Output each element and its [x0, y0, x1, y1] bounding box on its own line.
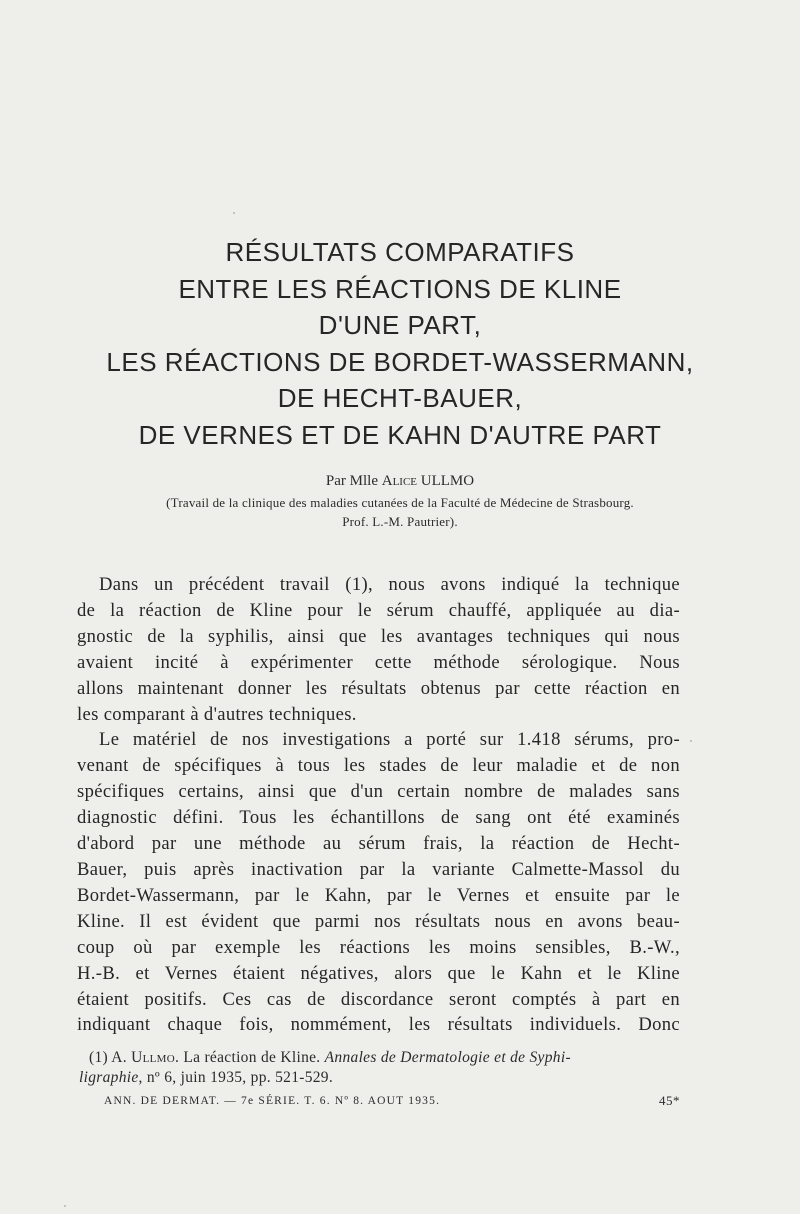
paper-speck — [64, 1205, 66, 1207]
title-line: D'UNE PART, — [318, 310, 482, 341]
body-line: Kline. Il est évident que parmi nos résultats nous en avons beau- — [77, 910, 680, 932]
footnote-journal: Annales de Dermatologie et de Syphi- — [324, 1049, 571, 1066]
author-first-name: Alice — [381, 473, 418, 489]
title-line: DE VERNES ET DE KAHN D'AUTRE PART — [138, 419, 662, 450]
footnote-line-2 — [79, 1068, 679, 1088]
body-line: étaient positifs. Ces cas de discordance seront comptés à part en — [77, 988, 680, 1010]
article-title — [40, 234, 760, 454]
footnote-text: . La réaction de Kline. — [175, 1049, 325, 1066]
body-line: coup où par exemple les réactions les moins sensibles, B.-W., — [77, 936, 680, 958]
body-line: diagnostic défini. Tous les échantillons de sang ont été examinés — [77, 807, 680, 829]
body-line: les comparant à d'autres techniques. — [77, 703, 357, 725]
body-line: Dans un précédent travail (1), nous avons indiqué la technique — [99, 574, 680, 595]
paragraph-2 — [77, 727, 680, 1038]
title-line: RÉSULTATS COMPARATIFS — [225, 237, 575, 267]
paper-speck — [690, 740, 692, 742]
footnote-author: Ullmo — [131, 1049, 175, 1066]
body-line: spécifiques certains, ainsi que d'un certain nombre de malades sans — [77, 781, 680, 803]
byline — [40, 471, 760, 491]
body-line: H.-B. et Vernes étaient négatives, alors que le Kahn et le Kline — [77, 962, 680, 984]
byline-prefix: Par Mlle — [325, 473, 382, 489]
author-last-name: ULLMO — [420, 473, 475, 489]
body-line: Bordet-Wassermann, par le Kahn, par le Vernes et ensuite par le — [77, 884, 680, 906]
body-line: avaient incité à expérimenter cette méthode sérologique. Nous — [77, 651, 680, 673]
paper-speck — [233, 212, 235, 214]
title-line: ENTRE LES RÉACTIONS DE KLINE — [178, 273, 622, 304]
footnote-text-end: , nº 6, juin 1935, pp. 521-529. — [138, 1069, 334, 1086]
journal-citation: ANN. DE DERMAT. — 7e SÉRIE. T. 6. Nº 8. AOUT 1935. — [104, 1095, 441, 1107]
body-line: venant de spécifiques à tous les stades de leur maladie et de non — [77, 755, 680, 777]
body-line: d'abord par une méthode au sérum frais, la réaction de Hecht- — [77, 833, 680, 855]
footnote-line-1 — [79, 1048, 679, 1068]
article-body — [77, 572, 680, 1038]
body-line: allons maintenant donner les résultats obtenus par cette réaction en — [77, 677, 680, 699]
footnote-journal-cont: ligraphie — [79, 1069, 139, 1086]
affiliation-line: Prof. L.-M. Pautrier). — [342, 514, 458, 529]
body-line: Le matériel de nos investigations a porté sur 1.418 sérums, pro- — [99, 729, 680, 751]
footnote-marker: (1) A. — [89, 1049, 132, 1066]
body-line: de la réaction de Kline pour le sérum chauffé, appliquée au dia- — [77, 599, 680, 621]
footnote — [79, 1048, 679, 1088]
page-number: 45* — [659, 1093, 680, 1108]
body-line: indiquant chaque fois, nommément, les résultats individuels. Donc — [77, 1014, 680, 1036]
affiliation-line: (Travail de la clinique des maladies cutanées de la Faculté de Médecine de Strasbourg. — [166, 495, 634, 510]
body-line: Bauer, puis après inactivation par la variante Calmette-Massol du — [77, 858, 680, 880]
title-line: LES RÉACTIONS DE BORDET-WASSERMANN, — [106, 346, 694, 377]
paragraph-1 — [77, 572, 680, 727]
affiliation — [40, 493, 760, 531]
title-line: DE HECHT-BAUER, — [277, 383, 523, 414]
body-line: gnostic de la syphilis, ainsi que les avantages techniques qui nous — [77, 625, 680, 647]
